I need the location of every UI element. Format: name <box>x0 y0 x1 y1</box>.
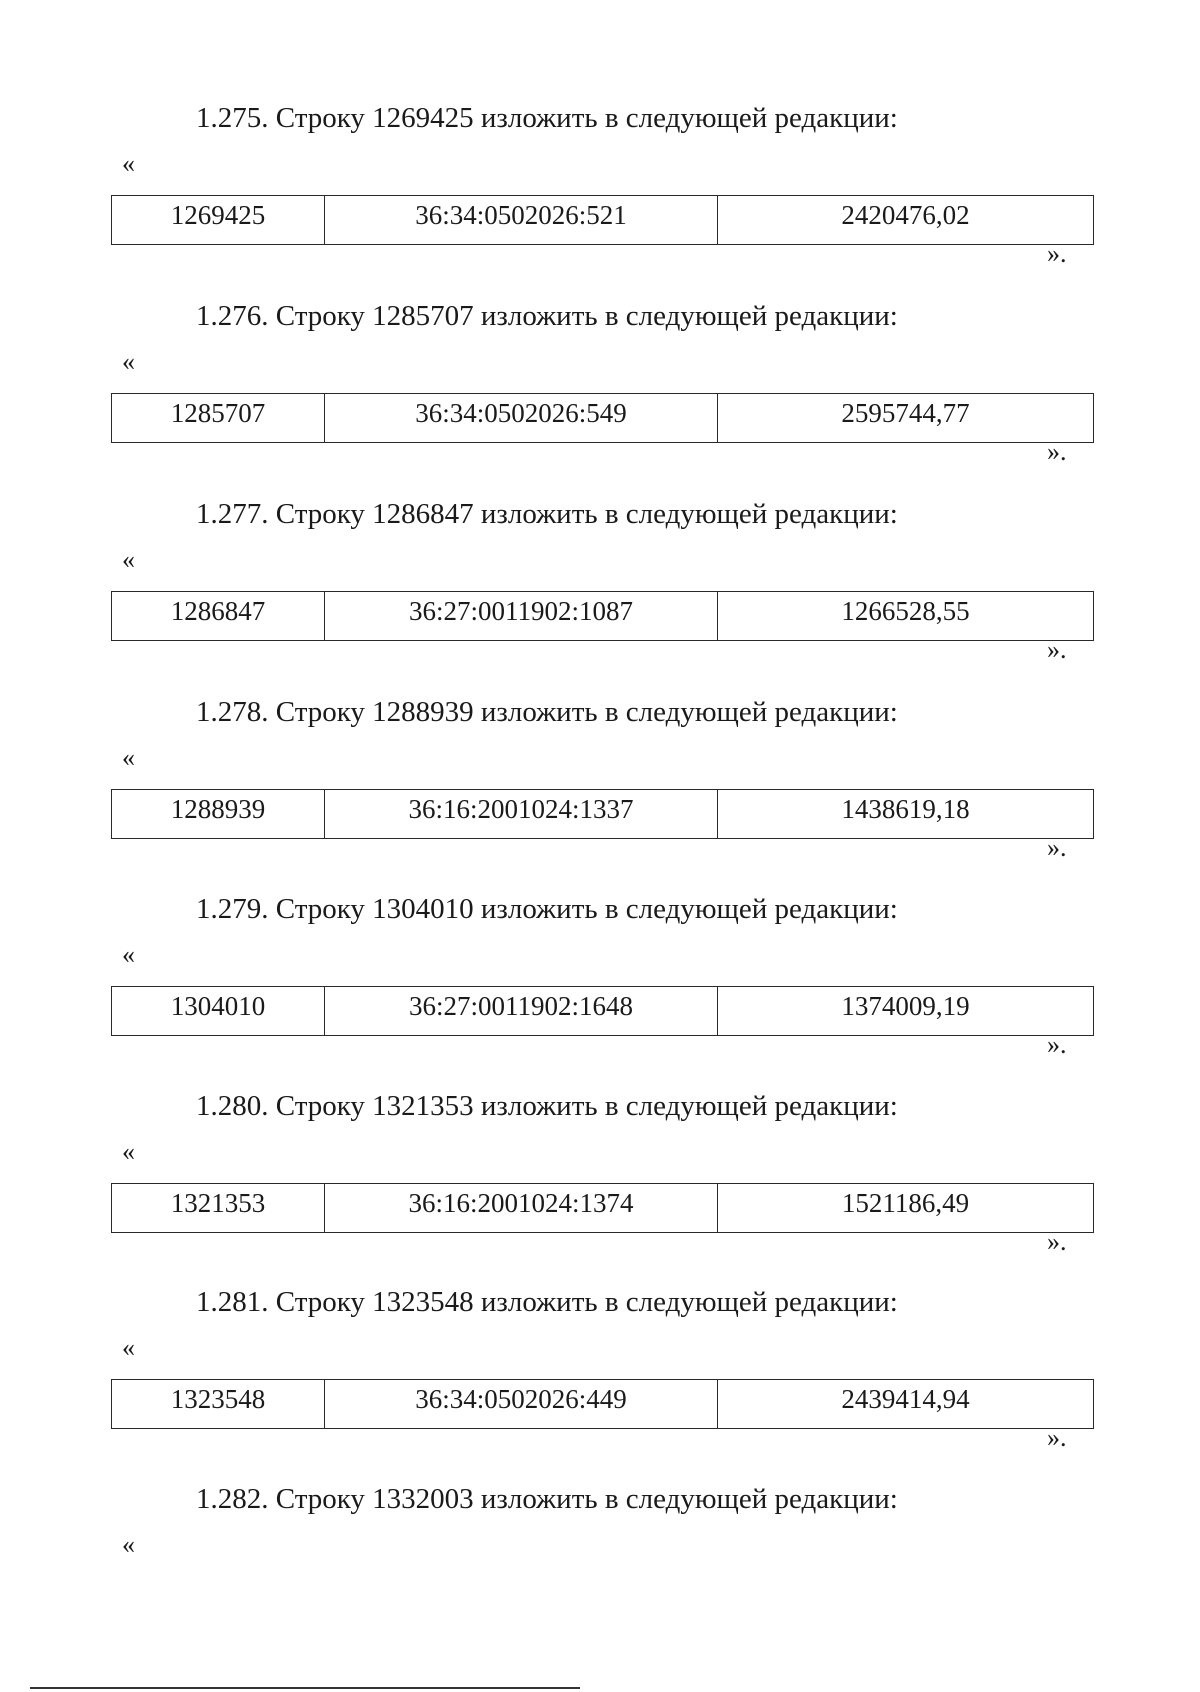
open-quote: « <box>122 545 135 574</box>
row-number-cell: 1285707 <box>112 394 325 443</box>
cadastral-number-cell: 36:27:0011902:1087 <box>325 592 718 641</box>
value-cell: 2439414,94 <box>718 1380 1094 1429</box>
open-quote: « <box>122 1137 135 1166</box>
open-quote: « <box>122 149 135 178</box>
amendment-1-275 <box>0 100 1200 290</box>
open-quote: « <box>122 1333 135 1362</box>
amendment-heading: 1.277. Строку 1286847 изложить в следующей редакции: <box>196 498 898 530</box>
amendment-heading: 1.281. Строку 1323548 изложить в следующей редакции: <box>196 1286 898 1318</box>
table-row <box>112 987 1094 1036</box>
amendment-1-282 <box>0 1481 1200 1671</box>
amendment-1-280 <box>0 1088 1200 1278</box>
close-quote: ». <box>1047 635 1067 664</box>
open-quote: « <box>122 940 135 969</box>
row-number-cell: 1269425 <box>112 196 325 245</box>
table-row <box>112 790 1094 839</box>
close-quote: ». <box>1047 1030 1067 1059</box>
amendment-heading: 1.280. Строку 1321353 изложить в следующей редакции: <box>196 1090 898 1122</box>
amendment-heading: 1.282. Строку 1332003 изложить в следующей редакции: <box>196 1483 898 1515</box>
amendment-table <box>111 1379 1094 1429</box>
amendment-1-278 <box>0 694 1200 884</box>
row-number-cell: 1323548 <box>112 1380 325 1429</box>
cadastral-number-cell: 36:16:2001024:1337 <box>325 790 718 839</box>
amendment-table <box>111 789 1094 839</box>
amendment-heading: 1.278. Строку 1288939 изложить в следующей редакции: <box>196 696 898 728</box>
open-quote: « <box>122 347 135 376</box>
close-quote: ». <box>1047 833 1067 862</box>
value-cell: 1438619,18 <box>718 790 1094 839</box>
table-row <box>112 1380 1094 1429</box>
amendment-table <box>111 591 1094 641</box>
table-row <box>112 196 1094 245</box>
table-row <box>112 394 1094 443</box>
close-quote: ». <box>1047 1227 1067 1256</box>
amendment-1-281 <box>0 1284 1200 1474</box>
amendment-heading: 1.275. Строку 1269425 изложить в следующей редакции: <box>196 102 898 134</box>
amendment-1-279 <box>0 891 1200 1081</box>
table-row <box>112 592 1094 641</box>
amendment-table <box>111 393 1094 443</box>
footer-rule <box>30 1687 580 1689</box>
cadastral-number-cell: 36:34:0502026:521 <box>325 196 718 245</box>
value-cell: 2595744,77 <box>718 394 1094 443</box>
cadastral-number-cell: 36:27:0011902:1648 <box>325 987 718 1036</box>
open-quote: « <box>122 743 135 772</box>
cadastral-number-cell: 36:16:2001024:1374 <box>325 1184 718 1233</box>
cadastral-number-cell: 36:34:0502026:449 <box>325 1380 718 1429</box>
amendment-table <box>111 195 1094 245</box>
amendment-heading: 1.276. Строку 1285707 изложить в следующей редакции: <box>196 300 898 332</box>
amendment-table <box>111 1183 1094 1233</box>
amendment-1-277 <box>0 496 1200 686</box>
table-row <box>112 1184 1094 1233</box>
value-cell: 1521186,49 <box>718 1184 1094 1233</box>
amendment-heading: 1.279. Строку 1304010 изложить в следующей редакции: <box>196 893 898 925</box>
value-cell: 1374009,19 <box>718 987 1094 1036</box>
row-number-cell: 1321353 <box>112 1184 325 1233</box>
row-number-cell: 1288939 <box>112 790 325 839</box>
open-quote: « <box>122 1530 135 1559</box>
close-quote: ». <box>1047 1423 1067 1452</box>
value-cell: 1266528,55 <box>718 592 1094 641</box>
value-cell: 2420476,02 <box>718 196 1094 245</box>
close-quote: ». <box>1047 437 1067 466</box>
amendment-1-276 <box>0 298 1200 488</box>
row-number-cell: 1286847 <box>112 592 325 641</box>
row-number-cell: 1304010 <box>112 987 325 1036</box>
amendment-table <box>111 986 1094 1036</box>
close-quote: ». <box>1047 239 1067 268</box>
cadastral-number-cell: 36:34:0502026:549 <box>325 394 718 443</box>
